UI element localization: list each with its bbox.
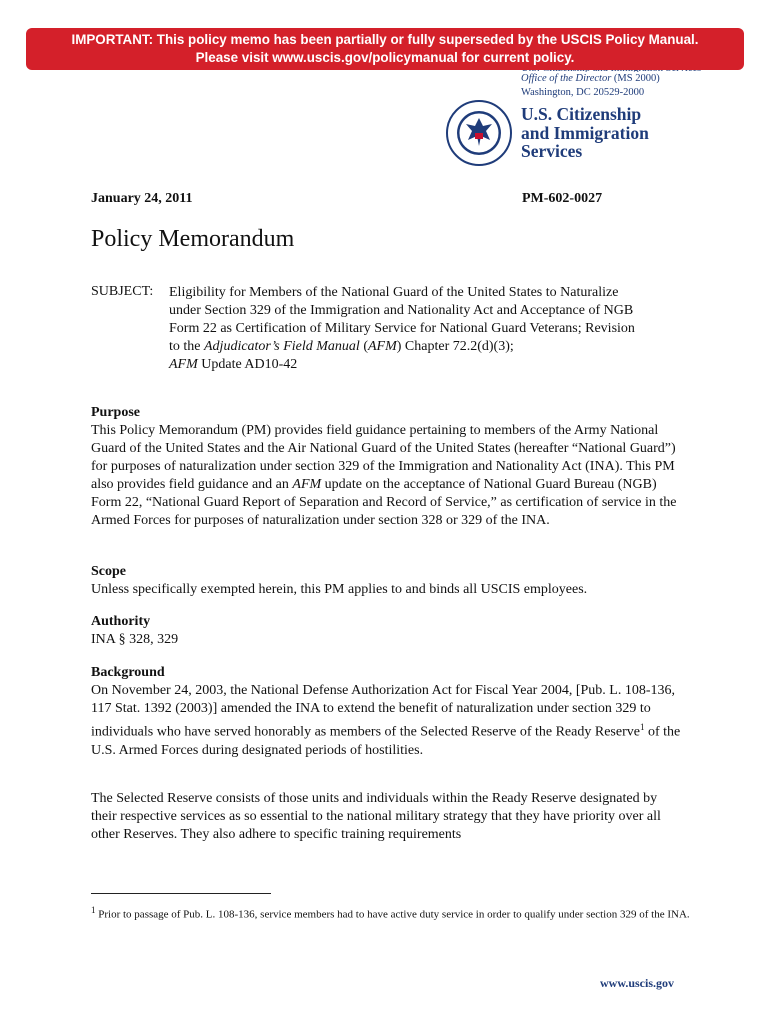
- page-title: Policy Memorandum: [91, 226, 295, 252]
- address-city: Washington, DC 20529-2000: [521, 87, 645, 98]
- uscis-wordmark: [521, 105, 649, 161]
- subject-line: to the Adjudicator’s Field Manual (AFM) Chapter 72.2(d)(3);: [169, 339, 514, 354]
- wordmark-line-2: and Immigration: [521, 122, 649, 143]
- address-mailstop: (MS 2000): [611, 73, 660, 84]
- background-heading: Background: [91, 665, 165, 680]
- footnote-text: Prior to passage of Pub. L. 108-136, service members had to have active duty service in order to qualify under section 329 of the INA.: [95, 908, 690, 921]
- subject-label: SUBJECT:: [91, 284, 154, 299]
- authority-section: [91, 613, 681, 649]
- selected-reserve-paragraph: The Selected Reserve consists of those units and individuals within the Ready Reserve designated by their respective services as so essential to the national military strategy that they have priority over all other Reserves. They also adhere to specific training requirements: [91, 791, 661, 842]
- wordmark-line-3: Services: [521, 141, 583, 161]
- subject-line: under Section 329 of the Immigration and Nationality Act and Acceptance of NGB: [169, 303, 634, 318]
- wordmark-line-1: U.S. Citizenship: [521, 104, 642, 124]
- address-office: Office of the Director: [521, 73, 612, 84]
- footnote-divider: [91, 893, 271, 894]
- purpose-section: [91, 404, 681, 530]
- background-section: [91, 664, 681, 760]
- superseded-notice-banner: [26, 28, 744, 70]
- purpose-heading: Purpose: [91, 405, 140, 420]
- subject-line: Form 22 as Certification of Military Service for National Guard Veterans; Revision: [169, 321, 635, 336]
- purpose-text: This Policy Memorandum (PM) provides field guidance pertaining to members of the Army National Guard of the United States and the Air National Guard of the United States (hereafter “National Guard”) for purposes of naturalization under section 329 of the Immigration and Nationality Act (INA). This PM also provides field guidance and an AFM update on the acceptance of National Guard Bureau (NGB) Form 22, “National Guard Report of Separation and Record of Service,” as certification of service in the Armed Forces for purposes of naturalization under section 328 or 329 of the INA.: [91, 423, 677, 528]
- dhs-seal-icon: [446, 100, 512, 166]
- banner-line-2: Please visit www.uscis.gov/policymanual for current policy.: [195, 50, 575, 65]
- background-text: On November 24, 2003, the National Defense Authorization Act for Fiscal Year 2004, [Pub. L. 108-136, 117 Stat. 1392 (2003)] amended the INA to extend the benefit of naturalization under section 329 to individuals who have served honorably as members of the Selected Reserve of the Ready Reserve$^1$ of the U.S. Armed Forces during designated periods of hostilities.: [91, 683, 681, 758]
- footnote-ref: 1: [639, 722, 645, 732]
- memo-date: January 24, 2011: [91, 191, 193, 206]
- subject-line: Eligibility for Members of the National Guard of the United States to Naturalize: [169, 285, 619, 300]
- banner-line-1: IMPORTANT: This policy memo has been partially or fully superseded by the USCIS Policy Manual.: [71, 32, 699, 47]
- memo-number: PM-602-0027: [522, 191, 603, 206]
- authority-text: INA § 328, 329: [91, 632, 179, 647]
- footer-website-link[interactable]: www.uscis.gov: [600, 976, 675, 990]
- scope-section: [91, 563, 681, 599]
- subject-line: AFM Update AD10-42: [169, 357, 298, 372]
- scope-heading: Scope: [91, 564, 126, 579]
- scope-text: Unless specifically exempted herein, this PM applies to and binds all USCIS employees.: [91, 582, 588, 597]
- subject-text: [169, 284, 689, 374]
- authority-heading: Authority: [91, 614, 151, 629]
- footnote: [91, 903, 691, 923]
- footnote-number: 1: [91, 905, 96, 915]
- office-address: [521, 66, 701, 100]
